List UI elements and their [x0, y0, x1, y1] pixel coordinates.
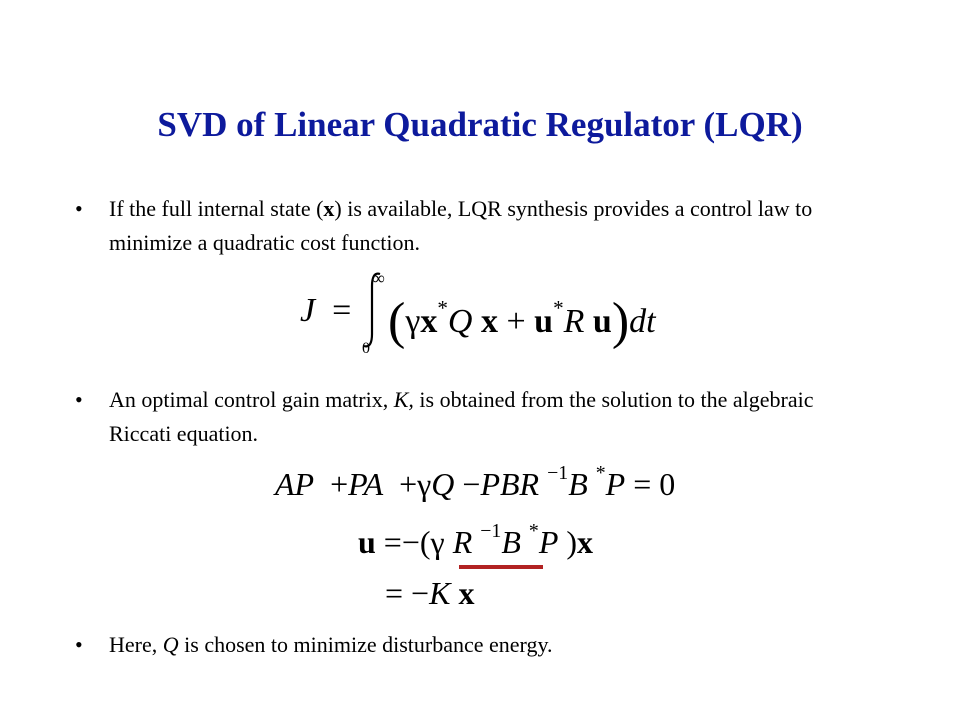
- weight-symbol-q: Q: [162, 632, 179, 657]
- integral-lower-limit: 0: [362, 340, 370, 357]
- bullet-text-pre: An optimal control gain matrix,: [109, 387, 394, 412]
- bullet-text-pre: If the full internal state (: [109, 196, 324, 221]
- bullet-text-post: ) is available, LQR synthesis provides a control law to minimize a quadratic cost function.: [109, 196, 813, 255]
- bullet-state-availability: [75, 192, 875, 264]
- gain-underline: [459, 565, 543, 569]
- bullet-dot: •: [75, 196, 83, 221]
- bullet-text: [109, 192, 869, 260]
- bullet-dot: •: [75, 387, 83, 412]
- state-symbol-x: x: [323, 196, 335, 221]
- bullet-text-pre: Here,: [109, 632, 163, 657]
- bullet-text-post: is obtained from the solution to the algebraic Riccati equation.: [109, 387, 814, 446]
- bullet-text: [109, 383, 869, 451]
- bullet-text-post: is chosen to minimize disturbance energy.: [178, 632, 553, 657]
- integral-upper-limit: ∞: [372, 268, 385, 288]
- bullet-dot: •: [75, 632, 83, 657]
- bullet-q-choice: [75, 628, 875, 664]
- cost-function-equation: [300, 268, 656, 360]
- riccati-equation: AP +PA +γQ −PBR $^{-1}$B *P = 0: [275, 462, 676, 502]
- control-law-equation: u =−(γ R $^{-1}$B *P )x: [358, 520, 594, 560]
- gain-symbol-k: K,: [393, 387, 414, 412]
- cost-lhs: J =: [300, 292, 352, 329]
- bullet-text: [109, 628, 869, 662]
- gain-law-equation: = −K x: [385, 575, 475, 611]
- integrand: (γx*Q x + u*R u)dt: [388, 293, 656, 350]
- bullet-gain-matrix: [75, 383, 875, 455]
- slide-title: SVD of Linear Quadratic Regulator (LQR): [157, 105, 803, 144]
